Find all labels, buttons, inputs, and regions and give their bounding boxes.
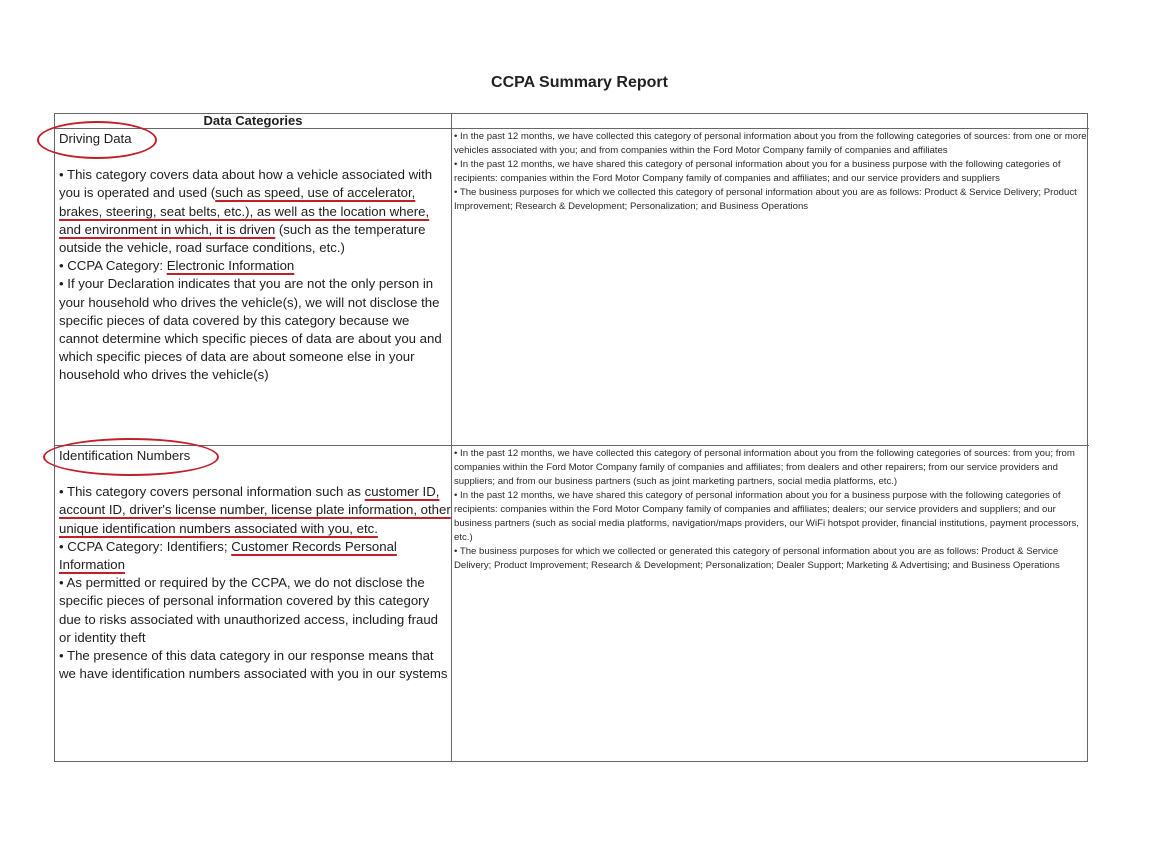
- header-data-categories: Data Categories: [203, 113, 303, 128]
- desc-underlined: customer ID, account ID, driver's license number, license plate information, other unique identification numbers associated with you, etc.: [59, 484, 451, 536]
- desc-part: (such as the temperature outside the vehicle, road surface conditions, etc.): [59, 221, 426, 256]
- desc-underlined: such as speed, use of accelerator, brakes, steering, seat belts, etc.), as well as the location where, and environment in which, it is driven: [59, 185, 430, 237]
- shared-recipients: • In the past 12 months, we have shared this category of personal information about you for a business purpose with the following categories of recipients: companies within the Ford Motor Company family of companies and affiliates; and our service providers and suppliers: [454, 159, 1061, 184]
- ccpa-prefix: • CCPA Category:: [59, 258, 167, 274]
- business-purposes: • The business purposes for which we collected this category of personal information about you are as follows: Product & Service Delivery; Product Improvement; Research & Development; Personalization; and Business Operations: [454, 187, 1077, 212]
- category-note: • If your Declaration indicates that you are not the only person in your household who drives the vehicle(s), we will not disclose the specific pieces of data covered by this category because we cannot determine which specific pieces of data are about you and which specific pieces of data are about someone else in your household who drives the vehicle(s): [59, 276, 442, 383]
- collected-sources: • In the past 12 months, we have collected this category of personal information about you from the following categories of sources: from one or more vehicles associated with you; and from companies within the Ford Motor Company family of companies and affiliates: [454, 131, 1087, 156]
- ccpa-category: [59, 257, 451, 275]
- category-description: [59, 166, 451, 257]
- category-note: • As permitted or required by the CCPA, we do not disclose the specific pieces of personal information covered by this category due to risks associated with unauthorized access, including fraud or identity theft: [59, 575, 438, 645]
- category-name: Driving Data: [59, 131, 132, 146]
- category-title-identification-numbers: [59, 447, 190, 465]
- shared-recipients: • In the past 12 months, we have shared this category of personal information about you for a business purpose with the following categories of recipients: companies within the Ford Motor Company family of companies and affiliates; dealers; our service providers and suppliers; and our business partners (such as social media platforms, navigation/maps providers, our WiFi hotspot provider, financial institutions, payment processors, etc.): [454, 490, 1079, 543]
- column-divider: [451, 114, 452, 761]
- category-description: [59, 483, 451, 538]
- business-purposes: • The business purposes for which we collected or generated this category of personal information about you are as follows: Product & Service Delivery; Product Improvement; Research & Development; Personalization; Dealer Support; Marketing & Advertising; and Business Operations: [454, 546, 1060, 571]
- row-identification-numbers: [59, 447, 451, 683]
- desc-part: • This category covers data about how a vehicle associated with you is operated and used (: [59, 167, 433, 201]
- header-divider: [55, 128, 451, 129]
- desc-part: • This category covers personal information such as: [59, 484, 365, 500]
- row-driving-data: [59, 130, 451, 385]
- category-name: Identification Numbers: [59, 448, 191, 463]
- row-identification-numbers-details: [454, 447, 1088, 573]
- ccpa-underlined: Electronic Information: [166, 258, 295, 274]
- collected-sources: • In the past 12 months, we have collected this category of personal information about you from the following categories of sources: from you; from companies within the Ford Motor Company family of companies and affiliates; from dealers and other repairers; from our service providers and suppliers; and from our business partners (such as joint marketing partners, social media platforms, etc.): [454, 448, 1075, 487]
- category-title-driving-data: [59, 130, 132, 148]
- ccpa-category: [59, 538, 451, 574]
- ccpa-table: [54, 113, 1088, 762]
- category-note-2: • The presence of this data category in our response means that we have identification numbers associated with you in our systems: [59, 648, 448, 682]
- row-divider: [55, 445, 451, 446]
- row-divider-right: [452, 445, 1089, 446]
- row-driving-data-details: [454, 130, 1088, 214]
- page-title: CCPA Summary Report: [491, 74, 668, 91]
- ccpa-underlined: Customer Records Personal Information: [59, 538, 397, 573]
- ccpa-prefix: • CCPA Category: Identifiers;: [59, 538, 232, 554]
- header-divider-right: [452, 128, 1089, 129]
